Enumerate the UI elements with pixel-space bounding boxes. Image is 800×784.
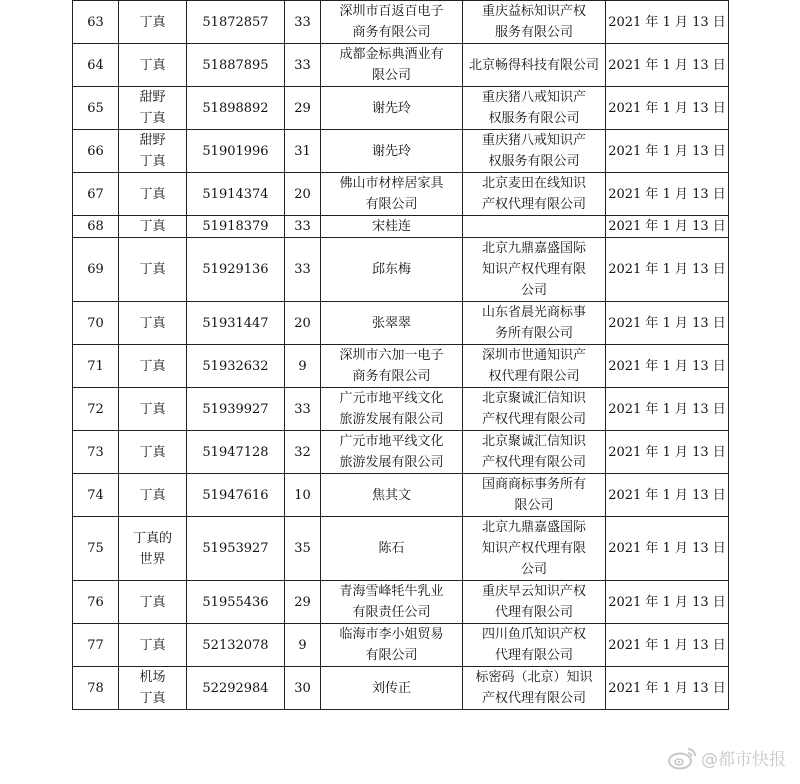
cell-date: 2021 年 1 月 13 日 xyxy=(606,238,729,302)
cell-agent: 北京九鼎嘉盛国际 知识产权代理有限 公司 xyxy=(463,517,606,581)
cell-no: 77 xyxy=(73,624,119,667)
cell-class: 29 xyxy=(285,581,321,624)
cell-reg-number: 51931447 xyxy=(187,302,285,345)
cell-class: 35 xyxy=(285,517,321,581)
cell-reg-number: 51872857 xyxy=(187,1,285,44)
weibo-icon xyxy=(667,746,697,770)
cell-reg-number: 51929136 xyxy=(187,238,285,302)
cell-applicant: 青海雪峰牦牛乳业 有限责任公司 xyxy=(321,581,463,624)
cell-class: 33 xyxy=(285,388,321,431)
cell-reg-number: 52132078 xyxy=(187,624,285,667)
cell-class: 31 xyxy=(285,130,321,173)
cell-no: 63 xyxy=(73,1,119,44)
cell-agent: 四川鱼爪知识产权 代理有限公司 xyxy=(463,624,606,667)
cell-class: 33 xyxy=(285,44,321,87)
cell-applicant: 宋桂连 xyxy=(321,216,463,238)
cell-date: 2021 年 1 月 13 日 xyxy=(606,388,729,431)
cell-agent: 北京聚诚汇信知识 产权代理有限公司 xyxy=(463,431,606,474)
cell-reg-number: 51947616 xyxy=(187,474,285,517)
cell-mark: 丁真 xyxy=(119,1,187,44)
cell-applicant: 谢先玲 xyxy=(321,130,463,173)
table-row xyxy=(73,581,729,624)
cell-reg-number: 51932632 xyxy=(187,345,285,388)
cell-date: 2021 年 1 月 13 日 xyxy=(606,44,729,87)
table-row xyxy=(73,238,729,302)
cell-reg-number: 51898892 xyxy=(187,87,285,130)
cell-class: 32 xyxy=(285,431,321,474)
cell-agent: 标密码（北京）知识 产权代理有限公司 xyxy=(463,667,606,710)
cell-reg-number: 51918379 xyxy=(187,216,285,238)
cell-applicant: 广元市地平线文化 旅游发展有限公司 xyxy=(321,388,463,431)
cell-agent: 深圳市世通知识产 权代理有限公司 xyxy=(463,345,606,388)
cell-agent: 重庆猪八戒知识产 权服务有限公司 xyxy=(463,130,606,173)
cell-no: 69 xyxy=(73,238,119,302)
table-body xyxy=(73,1,729,710)
table-row xyxy=(73,302,729,345)
table-row xyxy=(73,1,729,44)
cell-no: 74 xyxy=(73,474,119,517)
cell-mark: 甜野 丁真 xyxy=(119,130,187,173)
cell-class: 33 xyxy=(285,1,321,44)
cell-applicant: 临海市李小姐贸易 有限公司 xyxy=(321,624,463,667)
cell-agent: 重庆猪八戒知识产 权服务有限公司 xyxy=(463,87,606,130)
cell-applicant: 佛山市材梓居家具 有限公司 xyxy=(321,173,463,216)
table-row xyxy=(73,431,729,474)
cell-mark: 机场 丁真 xyxy=(119,667,187,710)
cell-no: 78 xyxy=(73,667,119,710)
cell-no: 73 xyxy=(73,431,119,474)
table-row xyxy=(73,44,729,87)
cell-mark: 丁真的 世界 xyxy=(119,517,187,581)
table-row xyxy=(73,474,729,517)
cell-date: 2021 年 1 月 13 日 xyxy=(606,1,729,44)
cell-class: 33 xyxy=(285,238,321,302)
cell-agent: 重庆早云知识产权 代理有限公司 xyxy=(463,581,606,624)
cell-applicant: 深圳市六加一电子 商务有限公司 xyxy=(321,345,463,388)
table-row xyxy=(73,130,729,173)
cell-mark: 丁真 xyxy=(119,238,187,302)
cell-applicant: 广元市地平线文化 旅游发展有限公司 xyxy=(321,431,463,474)
cell-reg-number: 51947128 xyxy=(187,431,285,474)
cell-no: 68 xyxy=(73,216,119,238)
cell-agent xyxy=(463,216,606,238)
cell-mark: 丁真 xyxy=(119,474,187,517)
cell-date: 2021 年 1 月 13 日 xyxy=(606,130,729,173)
table-row xyxy=(73,624,729,667)
cell-date: 2021 年 1 月 13 日 xyxy=(606,173,729,216)
cell-mark: 丁真 xyxy=(119,302,187,345)
watermark-text: @都市快报 xyxy=(701,750,786,770)
cell-no: 71 xyxy=(73,345,119,388)
cell-applicant: 邱东梅 xyxy=(321,238,463,302)
cell-reg-number: 51901996 xyxy=(187,130,285,173)
cell-date: 2021 年 1 月 13 日 xyxy=(606,624,729,667)
cell-no: 76 xyxy=(73,581,119,624)
cell-agent: 国商商标事务所有 限公司 xyxy=(463,474,606,517)
cell-mark: 丁真 xyxy=(119,44,187,87)
cell-mark: 丁真 xyxy=(119,345,187,388)
cell-class: 10 xyxy=(285,474,321,517)
cell-mark: 丁真 xyxy=(119,173,187,216)
cell-class: 20 xyxy=(285,302,321,345)
table-row xyxy=(73,667,729,710)
cell-applicant: 刘传正 xyxy=(321,667,463,710)
table-row xyxy=(73,517,729,581)
cell-agent: 北京聚诚汇信知识 产权代理有限公司 xyxy=(463,388,606,431)
cell-no: 65 xyxy=(73,87,119,130)
cell-class: 20 xyxy=(285,173,321,216)
cell-applicant: 张翠翠 xyxy=(321,302,463,345)
cell-class: 9 xyxy=(285,345,321,388)
cell-date: 2021 年 1 月 13 日 xyxy=(606,345,729,388)
cell-no: 72 xyxy=(73,388,119,431)
cell-reg-number: 51953927 xyxy=(187,517,285,581)
table-row xyxy=(73,87,729,130)
cell-no: 67 xyxy=(73,173,119,216)
cell-agent: 重庆益标知识产权 服务有限公司 xyxy=(463,1,606,44)
cell-date: 2021 年 1 月 13 日 xyxy=(606,474,729,517)
table-row xyxy=(73,345,729,388)
cell-reg-number: 51939927 xyxy=(187,388,285,431)
cell-date: 2021 年 1 月 13 日 xyxy=(606,431,729,474)
cell-reg-number: 51887895 xyxy=(187,44,285,87)
table-row xyxy=(73,388,729,431)
cell-applicant: 成都金标典酒业有 限公司 xyxy=(321,44,463,87)
cell-class: 29 xyxy=(285,87,321,130)
cell-no: 70 xyxy=(73,302,119,345)
cell-agent: 北京畅得科技有限公司 xyxy=(463,44,606,87)
cell-mark: 丁真 xyxy=(119,431,187,474)
cell-reg-number: 52292984 xyxy=(187,667,285,710)
cell-no: 64 xyxy=(73,44,119,87)
watermark xyxy=(667,745,786,770)
cell-date: 2021 年 1 月 13 日 xyxy=(606,216,729,238)
cell-agent: 山东省晨光商标事 务所有限公司 xyxy=(463,302,606,345)
cell-reg-number: 51914374 xyxy=(187,173,285,216)
cell-class: 33 xyxy=(285,216,321,238)
cell-agent: 北京麦田在线知识 产权代理有限公司 xyxy=(463,173,606,216)
cell-class: 9 xyxy=(285,624,321,667)
cell-class: 30 xyxy=(285,667,321,710)
cell-mark: 甜野 丁真 xyxy=(119,87,187,130)
cell-date: 2021 年 1 月 13 日 xyxy=(606,302,729,345)
cell-date: 2021 年 1 月 13 日 xyxy=(606,87,729,130)
trademark-table xyxy=(72,0,729,710)
table-row xyxy=(73,216,729,238)
cell-applicant: 陈石 xyxy=(321,517,463,581)
cell-applicant: 焦其文 xyxy=(321,474,463,517)
cell-date: 2021 年 1 月 13 日 xyxy=(606,581,729,624)
cell-no: 75 xyxy=(73,517,119,581)
cell-reg-number: 51955436 xyxy=(187,581,285,624)
cell-mark: 丁真 xyxy=(119,216,187,238)
table-row xyxy=(73,173,729,216)
cell-applicant: 谢先玲 xyxy=(321,87,463,130)
cell-mark: 丁真 xyxy=(119,388,187,431)
cell-mark: 丁真 xyxy=(119,581,187,624)
cell-no: 66 xyxy=(73,130,119,173)
cell-agent: 北京九鼎嘉盛国际 知识产权代理有限 公司 xyxy=(463,238,606,302)
cell-date: 2021 年 1 月 13 日 xyxy=(606,667,729,710)
cell-mark: 丁真 xyxy=(119,624,187,667)
cell-date: 2021 年 1 月 13 日 xyxy=(606,517,729,581)
cell-applicant: 深圳市百返百电子 商务有限公司 xyxy=(321,1,463,44)
